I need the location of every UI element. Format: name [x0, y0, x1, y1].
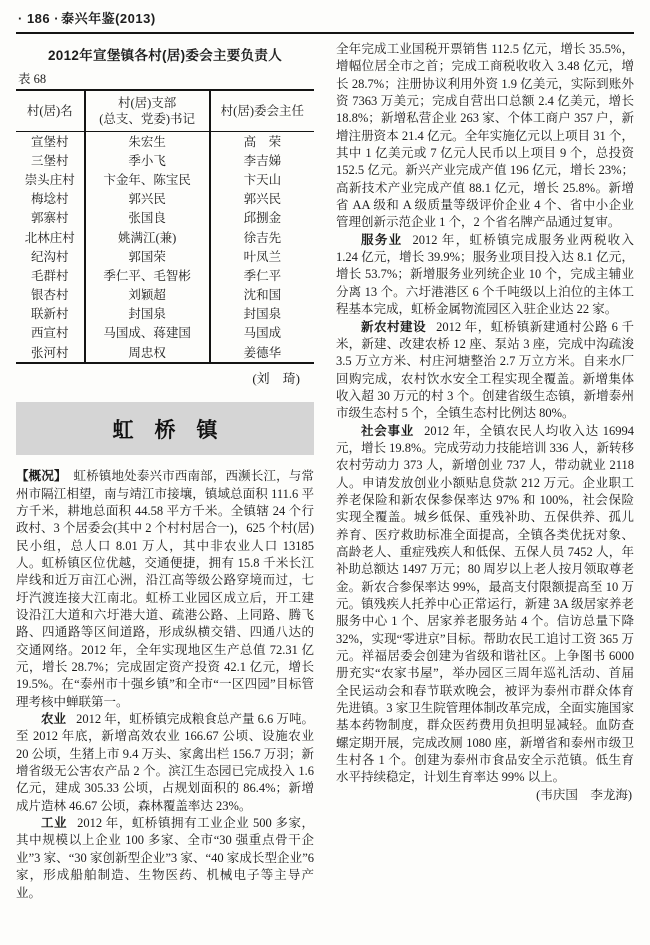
- cell-secretary: 卞金年、陈宝民: [85, 170, 210, 189]
- cell-village-name: 崇头庄村: [24, 172, 75, 187]
- table-row: [16, 286, 314, 305]
- table-row: [16, 247, 314, 266]
- cell-director: 徐吉先: [243, 230, 282, 245]
- article-overview-label: 【概况】: [16, 469, 67, 484]
- cell-secretary: 刘颖超: [85, 286, 210, 305]
- article-social: [336, 423, 634, 802]
- table-row: [16, 343, 314, 363]
- cell-director: 郭兴民: [243, 192, 282, 207]
- cell-secretary: 季仁平、毛智彬: [85, 266, 210, 285]
- table-row: [16, 170, 314, 189]
- column-header-secretary-line2: (总支、党委)书记: [99, 112, 196, 126]
- table-row: [16, 266, 314, 285]
- cell-village-name: 梅埝村: [31, 192, 69, 207]
- table-row: [16, 324, 314, 343]
- cell-director: 季仁平: [243, 268, 282, 283]
- article-new-rural: [336, 319, 634, 423]
- cell-village-name: 西宣村: [31, 326, 69, 341]
- left-column: [16, 34, 314, 902]
- cell-village-name: 纪沟村: [31, 249, 69, 264]
- cell-director: 李吉娣: [243, 153, 282, 168]
- village-leaders-table: [16, 89, 314, 364]
- cell-village-name: 郭寨村: [31, 211, 69, 226]
- article-services-label: 服务业: [361, 232, 403, 247]
- article-overview: [16, 468, 314, 711]
- article-services-text: 2012 年，虹桥镇完成服务业两税收入 1.24 亿元，增长 39.9%；服务业项目投入达 8.1 亿元，增长 53.7%；新增服务业列统企业 10 个，完成主辅业分离 13 个。六圩港港区 6 个千吨级以上泊位的主体工程基本完成，虹桥金属物流园区入驻企业达 22 家。: [336, 232, 634, 317]
- table-row: [16, 228, 314, 247]
- cell-director: 叶凤兰: [243, 249, 282, 264]
- cell-village-name: 张河村: [31, 345, 69, 360]
- column-header-secretary: [85, 90, 210, 132]
- table-row: [16, 190, 314, 209]
- article-agriculture-label: 农业: [41, 712, 67, 727]
- article-overview-text: 虹桥镇地处泰兴市西南部，西濒长江，与常州市隔江相望，南与靖江市接壤，镇域总面积 111.6 平方千米，耕地总面积 44.58 平方千米。全镇辖 24 个行政村、3 个居委会(其中 2 个村村居合一)，625 个村(居)民小组，总人口 8.01 万人，其中非农业人口 13185 人。虹桥镇区位优越，交通便捷，拥有 15.8 千米长江岸线和近万亩江心洲，沿江高等级公路穿境而过，七圩汽渡连接大江南北。虹桥工业园区成立后，开工建设沿江大道和六圩港大道、疏港公路、上同路、腾飞路、四通路等区间道路，形成纵横交错、四通八达的交通网络。2012 年，全年实现地区生产总值 72.31 亿元，增长 28.7%；完成固定资产投资 42.1 亿元，增长 19.5%。在“泰州市十强乡镇”和全市“一区四园”目标管理考核中蝉联第一。: [16, 469, 314, 709]
- right-column: [336, 34, 634, 902]
- cell-secretary: 郭国荣: [85, 247, 210, 266]
- cell-director: 姜德华: [243, 345, 282, 360]
- article-agriculture: [16, 711, 314, 815]
- table-row: [16, 305, 314, 324]
- column-header-village-name: 村(居)名: [26, 104, 73, 118]
- cell-secretary: 郭兴民: [85, 190, 210, 209]
- table-header-row: [16, 90, 314, 132]
- table-row: [16, 151, 314, 170]
- cell-village-name: 毛群村: [31, 268, 69, 283]
- authors-byline: (韦庆国 李龙海): [536, 787, 632, 802]
- article-new-rural-label: 新农村建设: [361, 319, 427, 334]
- column-header-director: 村(居)委会主任: [220, 104, 304, 118]
- cell-village-name: 银杏村: [31, 288, 69, 303]
- article-industry-continuation-text: 全年完成工业国税开票销售 112.5 亿元，增长 35.5%，增幅位居全市之首；完成工商税收收入 3.48 亿元，增长 28.7%；注册协议利用外资 1.9 亿美元，实际到账外资 7363 万美元；完成自营出口总额 2.4 亿美元，增长 18.8%；新增私营企业 263 家、个体工商户 357 户，新增注册资本 21.4 亿元。全年实施亿元以上项目 31 个，其中 1 亿美元或 7 亿元人民币以上项目 9 个，总投资 152.5 亿元。新兴产业完成产值 196 亿元，增长 23%；高新技术产业完成产值 88.1 亿元，增长 25.8%。新增省 AA 级和 A 级质量等级评价企业 4 个、省中小企业管理创新示范企业 1 个，2 个省名牌产品通过复审。: [336, 42, 634, 230]
- article-agriculture-text: 2012 年，虹桥镇完成粮食总产量 6.6 万吨。至 2012 年底，新增高效农业 166.67 公顷、设施农业 20 公顷，生猪上市 9.4 万头、家禽出栏 156.7 万羽；新增省级无公害农产品 2 个。滨江生态园已完成投入 1.6 亿元，建成 305.33 公顷，占规划面积的 86.4%；新增成片造林 46.67 公顷，森林覆盖率达 23%。: [16, 712, 314, 813]
- page-header: [16, 8, 634, 27]
- article-social-text: 2012 年，全镇农民人均收入达 16994 元，增长 19.8%。完成劳动力技能培训 336 人，新转移农村劳动力 373 人，新增创业 737 人，带动就业 2118 人。申请发放创业小额贴息贷款 212 万元。企业职工养老保险和新农保参保率达 97% 和 100%，社会保险实现全覆盖。城乡低保、重残补助、五保供养、孤儿养育、医疗救助标准全面提高，全镇各类优抚对象、高龄老人、重症残疾人和低保、五保人员 7452 人，年补助总额达 1497 万元；80 周岁以上老人按月领取尊老金。新农合参保率达 99%，最高支付限额提高至 10 万元。镇残疾人托养中心正常运行，新建 3A 级居家养老服务中心 1 个、居家养老服务站 4 个。信访总量下降 32%，实现“零进京”目标。帮助农民工追讨工资 365 万元。祥福居委会创建为省级和谐社区。上争图书 6000 册充实“农家书屋”，举办园区三周年巡礼活动、首届全民运动会和春节联欢晚会，被评为泰州市群众体育先进镇。3 家卫生院管理体制改革完成，全面实施国家基本药物制度，群众医药费用负担明显减轻。血防查螺定期开展，完成改厕 1080 座，新增省和泰州市级卫生村各 1 个。创建为泰州市食品安全示范镇。低生育水平持续稳定，计划生育率达 99% 以上。: [336, 423, 634, 785]
- table-attribution: (刘 琦): [252, 371, 300, 387]
- cell-secretary: 周忠权: [85, 343, 210, 363]
- cell-secretary: 朱宏生: [85, 132, 210, 152]
- cell-director: 邱捌金: [243, 211, 282, 226]
- table-title: 2012年宣堡镇各村(居)委会主要负责人: [47, 48, 283, 63]
- cell-director: 高 荣: [243, 134, 282, 149]
- cell-director: 卞天山: [243, 172, 282, 187]
- article-new-rural-text: 2012 年，虹桥镇新建通村公路 6 千米，新建、改建农桥 12 座、泵站 3 座，完成中沟疏浚 3.5 万立方米、村庄河塘整治 2.7 万立方米。自来水厂回购完成，农村饮水安全工程实现全覆盖。新增集体收入超 30 万元的村 3 个。创建省级生态镇，新增泰州市级生态村 5 个，全镇生态村比例达 80%。: [336, 319, 634, 421]
- article-industry-continuation: [336, 41, 634, 232]
- cell-village-name: 联新村: [31, 307, 69, 322]
- column-header-secretary-line1: 村(居)支部: [117, 96, 177, 110]
- cell-director: 封国泉: [243, 307, 282, 322]
- book-title: 泰兴年鉴(2013): [61, 11, 156, 26]
- cell-secretary: 马国成、蒋建国: [85, 324, 210, 343]
- article-services: [336, 232, 634, 319]
- leaders-table-body: [16, 132, 314, 364]
- cell-secretary: 姚满江(兼): [85, 228, 210, 247]
- article-industry-text: 2012 年，虹桥镇拥有工业企业 500 多家，其中规模以上企业 100 多家、全市“30 强重点骨干企业”3 家、“30 家创新型企业”3 家、“40 家成长型企业”6 家，形成船舶制造、生物医药、机械电子等主导产业。: [16, 816, 314, 900]
- cell-village-name: 宣堡村: [31, 134, 69, 149]
- table-row: [16, 209, 314, 228]
- section-title: 虹 桥 镇: [112, 418, 218, 442]
- article-social-label: 社会事业: [361, 423, 415, 438]
- section-banner: [16, 402, 314, 455]
- table-row: [16, 132, 314, 152]
- cell-secretary: 封国泉: [85, 305, 210, 324]
- table-number-label: 表 68: [18, 72, 47, 86]
- cell-secretary: 张国良: [85, 209, 210, 228]
- cell-director: 马国成: [243, 326, 282, 341]
- article-industry: [16, 815, 314, 902]
- article-industry-label: 工业: [41, 816, 68, 831]
- cell-village-name: 北林庄村: [24, 230, 75, 245]
- two-column-layout: [16, 34, 634, 902]
- cell-village-name: 三堡村: [31, 153, 69, 168]
- cell-director: 沈和国: [243, 288, 282, 303]
- cell-secretary: 季小飞: [85, 151, 210, 170]
- page-number: · 186 ·: [18, 11, 60, 26]
